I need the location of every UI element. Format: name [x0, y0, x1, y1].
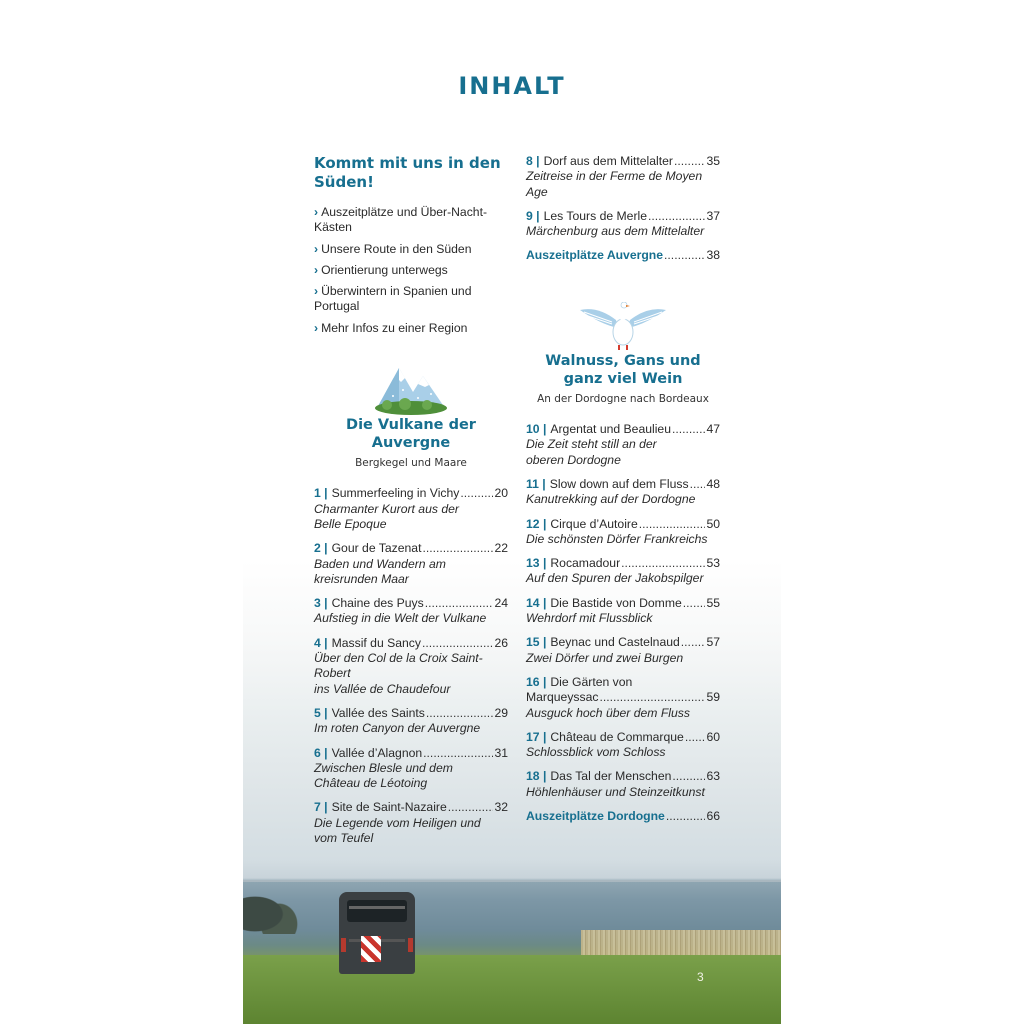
toc-left-column: [314, 154, 508, 855]
chevron-right-icon: ›: [314, 205, 319, 219]
section-heading-dordogne: Walnuss, Gans und ganz viel Wein: [545, 352, 701, 387]
chevron-right-icon: ›: [314, 262, 319, 277]
toc-entry[interactable]: 16 | Die Gärten von Marqueyssac ..... 59 Ausguck hoch über dem Fluss: [526, 675, 720, 721]
toc-entry[interactable]: 7 | Site de Saint-Nazaire ..... 32 Die Legende vom Heiligen und vom Teufel: [314, 800, 508, 846]
intro-item[interactable]: › Unsere Route in den Süden: [314, 241, 472, 256]
toc-entry[interactable]: 8 | Dorf aus dem Mittelalter ..... 35 Zeitreise in der Ferme de Moyen Age: [526, 154, 720, 200]
toc-entry[interactable]: 14 | Die Bastide von Domme ..... 55 Wehrdorf mit Flussblick: [526, 596, 720, 627]
warning-stripes: [361, 936, 381, 962]
intro-item[interactable]: › Überwintern in Spanien und Portugal: [314, 284, 472, 314]
toc-entry[interactable]: 5 | Vallée des Saints ..... 29 Im roten Canyon der Auvergne: [314, 706, 508, 737]
toc-entry[interactable]: 18 | Das Tal der Menschen ..... 63 Höhlenhäuser und Steinzeitkunst: [526, 769, 720, 800]
intro-item[interactable]: › Mehr Infos zu einer Region: [314, 320, 468, 335]
mountains-icon: [373, 358, 449, 416]
toc-entry[interactable]: 3 | Chaine des Puys ..... 24 Aufstieg in die Welt der Vulkane: [314, 596, 508, 627]
toc-entry[interactable]: 17 | Château de Commarque ..... 60 Schlossblick vom Schloss: [526, 730, 720, 761]
chevron-right-icon: ›: [314, 320, 319, 335]
toc-right-column: [526, 154, 720, 833]
chevron-right-icon: ›: [314, 284, 319, 299]
sea-horizon: [243, 880, 781, 882]
section-heading-auvergne: Die Vulkane der Auvergne: [346, 417, 476, 452]
page-title: INHALT: [458, 72, 566, 100]
toc-entry[interactable]: 6 | Vallée d’Alagnon ..... 31 Zwischen Blesle und dem Château de Léotoing: [314, 746, 508, 792]
grass-meadow: [243, 955, 781, 1024]
toc-entry[interactable]: 12 | Cirque d’Autoire ..... 50 Die schönsten Dörfer Frankreichs: [526, 517, 720, 548]
toc-summary-dordogne[interactable]: Auszeitplätze Dordogne ..... 66: [526, 809, 720, 824]
section-subtitle-dordogne: An der Dordogne nach Bordeaux: [537, 392, 709, 405]
toc-entry[interactable]: 15 | Beynac und Castelnaud ..... 57 Zwei Dörfer und zwei Burgen: [526, 635, 720, 666]
toc-entry[interactable]: 1 | Summerfeeling in Vichy ..... 20 Charmanter Kurort aus der Belle Epoque: [314, 486, 508, 532]
section-subtitle-auvergne: Bergkegel und Maare: [355, 457, 467, 470]
intro-item[interactable]: › Orientierung unterwegs: [314, 262, 448, 277]
intro-item[interactable]: › Auszeitplätze und Über-Nacht-Kästen: [314, 205, 488, 235]
camper-van: [339, 892, 415, 974]
toc-entry[interactable]: 9 | Les Tours de Merle ..... 37 Märchenburg aus dem Mittelalter: [526, 209, 720, 240]
tail-light-right: [408, 938, 413, 952]
toc-entry[interactable]: 2 | Gour de Tazenat ..... 22 Baden und Wandern am kreisrunden Maar: [314, 541, 508, 587]
toc-summary-auvergne[interactable]: Auszeitplätze Auvergne ..... 38: [526, 248, 720, 263]
intro-heading: Kommt mit uns in den Süden!: [314, 154, 501, 191]
toc-entry[interactable]: 13 | Rocamadour ..... 53 Auf den Spuren der Jakobspilger: [526, 556, 720, 587]
goose-icon: [578, 302, 668, 352]
page-number: 3: [697, 970, 704, 984]
toc-entry[interactable]: 10 | Argentat und Beaulieu ..... 47 Die Zeit steht still an der oberen Dordogne: [526, 422, 720, 468]
toc-entry[interactable]: 4 | Massif du Sancy ..... 26 Über den Col de la Croix Saint-Robert ins Vallée de Chaudefour: [314, 636, 508, 697]
coastal-rocks: [243, 884, 303, 934]
toc-entry[interactable]: 11 | Slow down auf dem Fluss ..... 48 Kanutrekking auf der Dordogne: [526, 477, 720, 508]
tail-light-left: [341, 938, 346, 952]
chevron-right-icon: ›: [314, 241, 319, 256]
